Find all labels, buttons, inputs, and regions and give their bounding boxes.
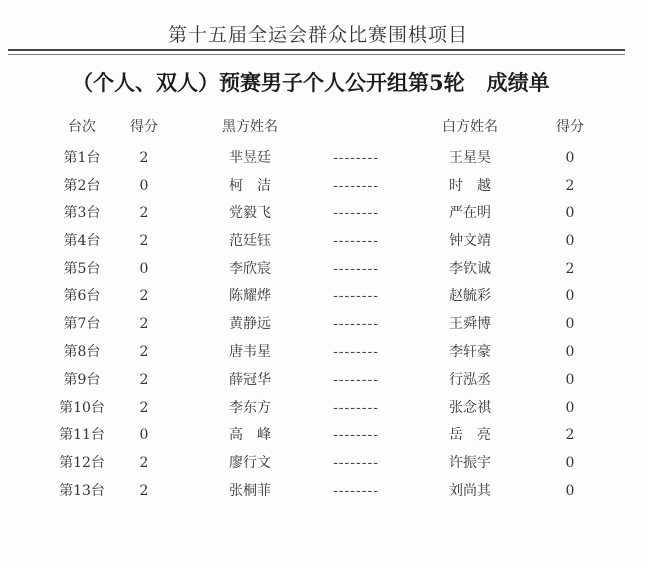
table-row bbox=[0, 201, 650, 225]
row-table-no: 第8台 bbox=[63, 344, 101, 360]
row-white-score: 0 bbox=[565, 344, 575, 360]
table-header bbox=[0, 115, 650, 139]
row-table-no: 第4台 bbox=[63, 233, 101, 249]
row-separator: -------- bbox=[333, 427, 379, 443]
row-black-score: 0 bbox=[139, 427, 149, 443]
row-black-score: 2 bbox=[139, 455, 149, 471]
row-white-score: 2 bbox=[565, 261, 575, 277]
row-black-score: 2 bbox=[139, 316, 149, 332]
row-black-name: 李欣宸 bbox=[229, 261, 271, 277]
row-white-name: 王星昊 bbox=[449, 150, 491, 166]
row-white-name: 赵毓彩 bbox=[449, 288, 491, 304]
header-black-name: 黑方姓名 bbox=[222, 119, 278, 135]
row-black-score: 0 bbox=[139, 261, 149, 277]
header-table-no: 台次 bbox=[68, 119, 96, 135]
row-white-name: 许振宇 bbox=[449, 455, 491, 471]
row-black-name: 高 峰 bbox=[229, 427, 271, 443]
row-white-score: 2 bbox=[565, 178, 575, 194]
row-white-name: 王舜博 bbox=[449, 316, 491, 332]
title-rule-thin bbox=[8, 54, 625, 55]
row-white-name: 钟文靖 bbox=[449, 233, 491, 249]
row-black-name: 廖行文 bbox=[229, 455, 271, 471]
row-black-score: 2 bbox=[139, 344, 149, 360]
row-black-score: 2 bbox=[139, 150, 149, 166]
document-subtitle bbox=[72, 67, 550, 97]
row-white-score: 0 bbox=[565, 150, 575, 166]
row-table-no: 第9台 bbox=[63, 372, 101, 388]
row-table-no: 第7台 bbox=[63, 316, 101, 332]
row-white-name: 岳 亮 bbox=[449, 427, 491, 443]
row-black-score: 0 bbox=[139, 178, 149, 194]
row-separator: -------- bbox=[333, 455, 379, 471]
row-white-name: 李轩豪 bbox=[449, 344, 491, 360]
row-black-score: 2 bbox=[139, 205, 149, 221]
document-title: 第十五届全运会群众比赛围棋项目 bbox=[167, 24, 468, 46]
row-white-score: 0 bbox=[565, 372, 575, 388]
row-separator: -------- bbox=[333, 372, 379, 388]
row-black-name: 芈昱廷 bbox=[229, 150, 271, 166]
row-white-score: 0 bbox=[565, 483, 575, 499]
row-table-no: 第12台 bbox=[59, 455, 105, 471]
table-row bbox=[0, 257, 650, 281]
row-table-no: 第10台 bbox=[59, 400, 105, 416]
row-white-score: 0 bbox=[565, 233, 575, 249]
row-white-name: 刘尚其 bbox=[449, 483, 491, 499]
table-row bbox=[0, 368, 650, 392]
row-separator: -------- bbox=[333, 316, 379, 332]
row-table-no: 第13台 bbox=[59, 483, 105, 499]
row-separator: -------- bbox=[333, 150, 379, 166]
table-row bbox=[0, 396, 650, 420]
header-white-score: 得分 bbox=[556, 119, 584, 135]
table-row bbox=[0, 229, 650, 253]
row-black-name: 薛冠华 bbox=[229, 372, 271, 388]
row-white-score: 0 bbox=[565, 288, 575, 304]
row-black-score: 2 bbox=[139, 233, 149, 249]
row-black-name: 陈耀烨 bbox=[229, 288, 271, 304]
row-black-name: 柯 洁 bbox=[229, 178, 271, 194]
table-row bbox=[0, 174, 650, 198]
row-white-name: 李钦诚 bbox=[449, 261, 491, 277]
row-white-score: 0 bbox=[565, 205, 575, 221]
row-white-name: 时 越 bbox=[449, 178, 491, 194]
table-row bbox=[0, 451, 650, 475]
row-separator: -------- bbox=[333, 288, 379, 304]
header-white-name: 白方姓名 bbox=[442, 119, 498, 135]
row-black-score: 2 bbox=[139, 288, 149, 304]
row-white-score: 2 bbox=[565, 427, 575, 443]
table-row bbox=[0, 479, 650, 503]
table-row bbox=[0, 423, 650, 447]
table-row bbox=[0, 146, 650, 170]
row-black-name: 黄静远 bbox=[229, 316, 271, 332]
row-separator: -------- bbox=[333, 344, 379, 360]
row-white-score: 0 bbox=[565, 400, 575, 416]
row-white-score: 0 bbox=[565, 316, 575, 332]
subtitle-tail: 成绩单 bbox=[486, 70, 550, 95]
row-separator: -------- bbox=[333, 400, 379, 416]
row-separator: -------- bbox=[333, 261, 379, 277]
row-table-no: 第6台 bbox=[63, 288, 101, 304]
row-white-name: 张念祺 bbox=[449, 400, 491, 416]
row-black-name: 李东方 bbox=[229, 400, 271, 416]
table-row bbox=[0, 312, 650, 336]
row-table-no: 第11台 bbox=[59, 427, 105, 443]
header-black-score: 得分 bbox=[130, 119, 158, 135]
row-separator: -------- bbox=[333, 483, 379, 499]
row-black-score: 2 bbox=[139, 400, 149, 416]
subtitle-main: （个人、双人）预赛男子个人公开组第5轮 bbox=[72, 70, 465, 95]
title-rule-thick bbox=[8, 49, 625, 51]
row-black-name: 张桐菲 bbox=[229, 483, 271, 499]
row-separator: -------- bbox=[333, 205, 379, 221]
table-row bbox=[0, 284, 650, 308]
row-black-score: 2 bbox=[139, 372, 149, 388]
row-white-name: 行泓丞 bbox=[449, 372, 491, 388]
row-table-no: 第5台 bbox=[63, 261, 101, 277]
table-row bbox=[0, 340, 650, 364]
row-separator: -------- bbox=[333, 178, 379, 194]
row-black-name: 党毅飞 bbox=[229, 205, 271, 221]
row-table-no: 第1台 bbox=[63, 150, 101, 166]
row-black-name: 唐韦星 bbox=[229, 344, 271, 360]
row-table-no: 第3台 bbox=[63, 205, 101, 221]
row-black-score: 2 bbox=[139, 483, 149, 499]
row-separator: -------- bbox=[333, 233, 379, 249]
row-white-score: 0 bbox=[565, 455, 575, 471]
row-black-name: 范廷钰 bbox=[229, 233, 271, 249]
row-table-no: 第2台 bbox=[63, 178, 101, 194]
row-white-name: 严在明 bbox=[449, 205, 491, 221]
